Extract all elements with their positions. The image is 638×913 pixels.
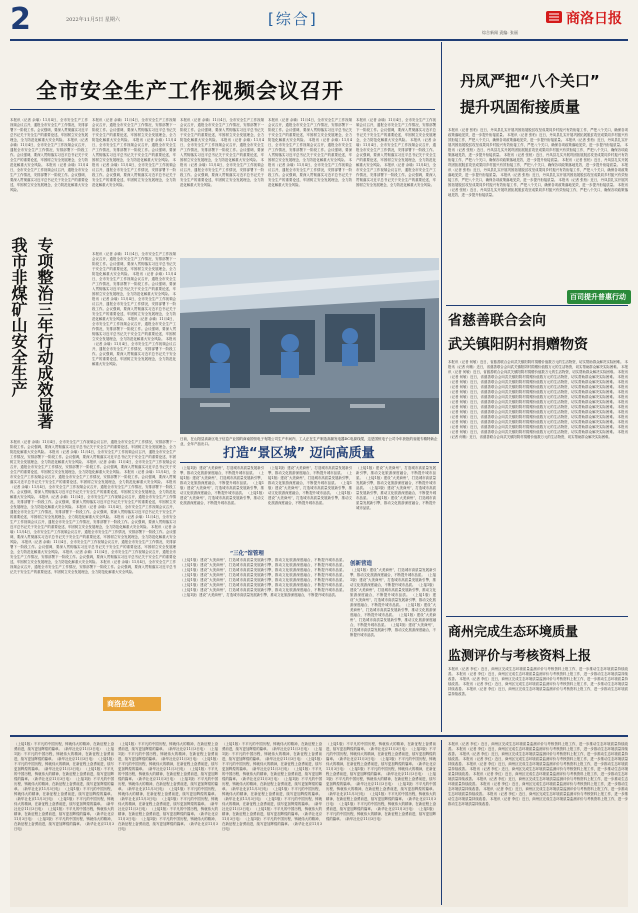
factory-photo [180, 258, 439, 434]
subhead-sanhua: “三化”馆管理 [230, 551, 264, 557]
headline-culture: 打造“景区城” 迈向高质量 [223, 446, 375, 461]
header-date: 2022年11月5日 星期六 [66, 17, 120, 23]
headline-danfeng-2: 提升巩固衔接质量 [460, 98, 581, 116]
section-label: [综合] [268, 10, 318, 28]
header-rule [10, 39, 628, 41]
article-mining-col1: 本报讯（记者 余瑜）11月4日，全市安全生产工作视频会议召开，通报全市安全生产工作情况，安排部署下一阶段工作。会议强调，要深入贯彻落实习近平总书记关于安全生产的重要论述，牢固树立安全发展理念，全力防范化解重大安全风险。 本报讯（记者 余瑜）11月4日，全市安全生产工作视频会议召开，通报全市安全生产工作情况，安排部署下一阶段工作。会议强调，要深入贯彻落实习近平总书记关于安全生产的重要论述，牢固树立安全发展理念，全力防范化解重大安全风险。 本报讯（记者 余瑜）11月4日，全市安全生产工作视频会议召开，通报全市安全生产工作情况，安排部署下一阶段工作。会议强调，要深入贯彻落实习近平总书记关于安全生产的重要论述，牢固树立安全发展理念，全力防范化解重大安全风险。 本报讯（记者 余瑜）11月4日，全市安全生产工作视频会议召开，通报全市安全生产工作情况，安排部署下一阶段工作。会议强调，要深入贯彻落实习近平总书记关于安全生产的重要论述，牢固树立安全发展理念，全力防范化解重大安全风险。 本报讯（记者 余瑜）11月4日，全市安全生产工作视频会议召开，通报全市安全生产工作情况，安排部署下一阶段工作。会议强调，要深入贯彻落实习近平总书记关于安全生产的重要论述，牢固树立安全发展理念，全力防范化解重大安全风险。 [92, 252, 176, 366]
article-main-lead: 本报讯（记者 余瑜）11月4日，全市安全生产工作视频会议召开，通报全市安全生产工作情况，安排部署下一阶段工作。会议强调，要深入贯彻落实习近平总书记关于安全生产的重要论述，牢固树立安全发展理念，全力防范化解重大安全风险。 本报讯（记者 余瑜）11月4日，全市安全生产工作视频会议召开，通报全市安全生产工作情况，安排部署下一阶段工作。会议强调，要深入贯彻落实习近平总书记关于安全生产的重要论述，牢固树立安全发展理念，全力防范化解重大安全风险。 本报讯（记者 余瑜）11月4日，全市安全生产工作视频会议召开，通报全市安全生产工作情况，安排部署下一阶段工作。会议强调，要深入贯彻落实习近平总书记关于安全生产的重要论述，牢固树立安全发展理念，全力防范化解重大安全风险。 [10, 118, 88, 192]
bottom-divider [441, 740, 442, 905]
editor-line: 综合新闻 责编: 张丽 [482, 30, 518, 35]
headline-ecology-2: 监测评价与考核资料上报 [448, 649, 592, 664]
headline-charity-1: 省慈善联合会向 [448, 313, 546, 329]
badge-yingji: 商洛应急 [103, 697, 161, 711]
article-main-col3: 本报讯（记者 余瑜）11月4日，全市安全生产工作视频会议召开，通报全市安全生产工作情况，安排部署下一阶段工作。会议强调，要深入贯彻落实习近平总书记关于安全生产的重要论述，牢固树立安全发展理念，全力防范化解重大安全风险。 本报讯（记者 余瑜）11月4日，全市安全生产工作视频会议召开，通报全市安全生产工作情况，安排部署下一阶段工作。会议强调，要深入贯彻落实习近平总书记关于安全生产的重要论述，牢固树立安全发展理念，全力防范化解重大安全风险。 本报讯（记者 余瑜）11月4日，全市安全生产工作视频会议召开，通报全市安全生产工作情况，安排部署下一阶段工作。会议强调，要深入贯彻落实习近平总书记关于安全生产的重要论述，牢固树立安全发展理念，全力防范化解重大安全风险。 [180, 118, 264, 187]
article-culture-col3: （上接1版）建设“大美商州”，打造城市高质量发展新引擎，推动文化旅游深度融合，不断提升城市品质。 （上接1版）建设“大美商州”，打造城市高质量发展新引擎，推动文化旅游深度融合，不断提升城市品质。 （上接1版）建设“大美商州”，打造城市高质量发展新引擎，推动文化旅游深度融合，不断提升城市品质。 （上接1版）建设“大美商州”，打造城市高质量发展新引擎，推动文化旅游深度融合，不断提升城市品质。 [356, 466, 436, 510]
article-bottom-col3: （上接1版）不平凡的中国历程，铸就伟大的精神，在新征程上奋勇前进，续写更加辉煌的篇章。（新华社北京11月3日电） （上接1版）不平凡的中国历程，铸就伟大的精神，在新征程上奋勇前进，续写更加辉煌的篇章。（新华社北京11月3日电） （上接1版）不平凡的中国历程，铸就伟大的精神，在新征程上奋勇前进，续写更加辉煌的篇章。（新华社北京11月3日电） （上接1版）不平凡的中国历程，铸就伟大的精神，在新征程上奋勇前进，续写更加辉煌的篇章。（新华社北京11月3日电） （上接1版）不平凡的中国历程，铸就伟大的精神，在新征程上奋勇前进，续写更加辉煌的篇章。（新华社北京11月3日电） （上接1版）不平凡的中国历程，铸就伟大的精神，在新征程上奋勇前进，续写更加辉煌的篇章。（新华社北京11月3日电） （上接1版）不平凡的中国历程，铸就伟大的精神，在新征程上奋勇前进，续写更加辉煌的篇章。（新华社北京11月3日电） （上接1版）不平凡的中国历程，铸就伟大的精神，在新征程上奋勇前进，续写更加辉煌的篇章。（新华社北京11月3日电） （上接1版）不平凡的中国历程，铸就伟大的精神，在新征程上奋勇前进，续写更加辉煌的篇章。（新华社北京11月3日电） [222, 742, 322, 831]
right-rule-1 [446, 305, 628, 306]
badge-baigong: 百司提升普惠行动 [567, 290, 631, 304]
article-culture-col2: （上接1版）建设“大美商州”，打造城市高质量发展新引擎，推动文化旅游深度融合，不断提升城市品质。 （上接1版）建设“大美商州”，打造城市高质量发展新引擎，推动文化旅游深度融合，不断提升城市品质。 （上接1版）建设“大美商州”，打造城市高质量发展新引擎，推动文化旅游深度融合，不断提升城市品质。 （上接1版）建设“大美商州”，打造城市高质量发展新引擎，推动文化旅游深度融合，不断提升城市品质。 [268, 466, 352, 505]
article-culture-col4: （上接1版）建设“大美商州”，打造城市高质量发展新引擎，推动文化旅游深度融合，不断提升城市品质。 （上接1版）建设“大美商州”，打造城市高质量发展新引擎，推动文化旅游深度融合，不断提升城市品质。 （上接1版）建设“大美商州”，打造城市高质量发展新引擎，推动文化旅游深度融合，不断提升城市品质。 （上接1版）建设“大美商州”，打造城市高质量发展新引擎，推动文化旅游深度融合，不断提升城市品质。 （上接1版）建设“大美商州”，打造城市高质量发展新引擎，推动文化旅游深度融合，不断提升城市品质。 （上接1版）建设“大美商州”，打造城市高质量发展新引擎，推动文化旅游深度融合，不断提升城市品质。 （上接1版）建设“大美商州”，打造城市高质量发展新引擎，推动文化旅游深度融合，不断提升城市品质。 （上接1版）建设“大美商州”，打造城市高质量发展新引擎，推动文化旅游深度融合，不断提升城市品质。 [180, 558, 346, 597]
article-main-col4: 本报讯（记者 余瑜）11月4日，全市安全生产工作视频会议召开，通报全市安全生产工作情况，安排部署下一阶段工作。会议强调，要深入贯彻落实习近平总书记关于安全生产的重要论述，牢固树立安全发展理念，全力防范化解重大安全风险。 本报讯（记者 余瑜）11月4日，全市安全生产工作视频会议召开，通报全市安全生产工作情况，安排部署下一阶段工作。会议强调，要深入贯彻落实习近平总书记关于安全生产的重要论述，牢固树立安全发展理念，全力防范化解重大安全风险。 本报讯（记者 余瑜）11月4日，全市安全生产工作视频会议召开，通报全市安全生产工作情况，安排部署下一阶段工作。会议强调，要深入贯彻落实习近平总书记关于安全生产的重要论述，牢固树立安全发展理念，全力防范化解重大安全风险。 [268, 118, 352, 187]
photo-caption: 日前，在山阳县高新区电子信息产业园的商南国恒电子有限公司生产车间内，工人正在生产制造高频发电器DC电源线缆，这是国恒电子公司今年获批的省级专精特新企业，全年产品出口。 [180, 437, 438, 446]
article-danfeng: 本报讯（记者 张柏）近日，丹凤县扎实开展巩固拓展脱贫攻坚成果同乡村振兴有效衔接工作，严把八个关口，确保各项政策落地见效，进一步提升衔接质量。 本报讯（记者 张柏）近日，丹凤县扎实开展巩固拓展脱贫攻坚成果同乡村振兴有效衔接工作，严把八个关口，确保各项政策落地见效，进一步提升衔接质量。 本报讯（记者 张柏）近日，丹凤县扎实开展巩固拓展脱贫攻坚成果同乡村振兴有效衔接工作，严把八个关口，确保各项政策落地见效，进一步提升衔接质量。 本报讯（记者 张柏）近日，丹凤县扎实开展巩固拓展脱贫攻坚成果同乡村振兴有效衔接工作，严把八个关口，确保各项政策落地见效，进一步提升衔接质量。 本报讯（记者 张柏）近日，丹凤县扎实开展巩固拓展脱贫攻坚成果同乡村振兴有效衔接工作，严把八个关口，确保各项政策落地见效，进一步提升衔接质量。 本报讯（记者 张柏）近日，丹凤县扎实开展巩固拓展脱贫攻坚成果同乡村振兴有效衔接工作，严把八个关口，确保各项政策落地见效，进一步提升衔接质量。 本报讯（记者 张柏）近日，丹凤县扎实开展巩固拓展脱贫攻坚成果同乡村振兴有效衔接工作，严把八个关口，确保各项政策落地见效，进一步提升衔接质量。 本报讯（记者 张柏）近日，丹凤县扎实开展巩固拓展脱贫攻坚成果同乡村振兴有效衔接工作，严把八个关口，确保各项政策落地见效，进一步提升衔接质量。 本报讯（记者 张柏）近日，丹凤县扎实开展巩固拓展脱贫攻坚成果同乡村振兴有效衔接工作，严把八个关口，确保各项政策落地见效，进一步提升衔接质量。 本报讯（记者 张柏）近日，丹凤县扎实开展巩固拓展脱贫攻坚成果同乡村振兴有效衔接工作，严把八个关口，确保各项政策落地见效，进一步提升衔接质量。 [448, 128, 628, 197]
article-bottom-col2: （上接1版）不平凡的中国历程，铸就伟大的精神，在新征程上奋勇前进，续写更加辉煌的篇章。（新华社北京11月3日电） （上接1版）不平凡的中国历程，铸就伟大的精神，在新征程上奋勇前进，续写更加辉煌的篇章。（新华社北京11月3日电） （上接1版）不平凡的中国历程，铸就伟大的精神，在新征程上奋勇前进，续写更加辉煌的篇章。（新华社北京11月3日电） （上接1版）不平凡的中国历程，铸就伟大的精神，在新征程上奋勇前进，续写更加辉煌的篇章。（新华社北京11月3日电） （上接1版）不平凡的中国历程，铸就伟大的精神，在新征程上奋勇前进，续写更加辉煌的篇章。（新华社北京11月3日电） （上接1版）不平凡的中国历程，铸就伟大的精神，在新征程上奋勇前进，续写更加辉煌的篇章。（新华社北京11月3日电） （上接1版）不平凡的中国历程，铸就伟大的精神，在新征程上奋勇前进，续写更加辉煌的篇章。（新华社北京11月3日电） （上接1版）不平凡的中国历程，铸就伟大的精神，在新征程上奋勇前进，续写更加辉煌的篇章。（新华社北京11月3日电） （上接1版）不平凡的中国历程，铸就伟大的精神，在新征程上奋勇前进，续写更加辉煌的篇章。（新华社北京11月3日电） [118, 742, 218, 831]
article-bottom-col1: （上接1版）不平凡的中国历程，铸就伟大的精神，在新征程上奋勇前进，续写更加辉煌的篇章。（新华社北京11月3日电） （上接1版）不平凡的中国历程，铸就伟大的精神，在新征程上奋勇前进，续写更加辉煌的篇章。（新华社北京11月3日电） （上接1版）不平凡的中国历程，铸就伟大的精神，在新征程上奋勇前进，续写更加辉煌的篇章。（新华社北京11月3日电） （上接1版）不平凡的中国历程，铸就伟大的精神，在新征程上奋勇前进，续写更加辉煌的篇章。（新华社北京11月3日电） （上接1版）不平凡的中国历程，铸就伟大的精神，在新征程上奋勇前进，续写更加辉煌的篇章。（新华社北京11月3日电） （上接1版）不平凡的中国历程，铸就伟大的精神，在新征程上奋勇前进，续写更加辉煌的篇章。（新华社北京11月3日电） （上接1版）不平凡的中国历程，铸就伟大的精神，在新征程上奋勇前进，续写更加辉煌的篇章。（新华社北京11月3日电） （上接1版）不平凡的中国历程，铸就伟大的精神，在新征程上奋勇前进，续写更加辉煌的篇章。（新华社北京11月3日电） （上接1版）不平凡的中国历程，铸就伟大的精神，在新征程上奋勇前进，续写更加辉煌的篇章。（新华社北京11月3日电） [14, 742, 114, 831]
subhead-chuangxin: 创新营造 [350, 561, 373, 567]
headline-ecology-1: 商州完成生态环境质量 [448, 625, 579, 640]
vertical-headline-line-1: 我市非煤矿山安全生产 [9, 237, 28, 397]
article-culture-col1: （上接1版）建设“大美商州”，打造城市高质量发展新引擎，推动文化旅游深度融合，不断提升城市品质。 （上接1版）建设“大美商州”，打造城市高质量发展新引擎，推动文化旅游深度融合，不断提升城市品质。 （上接1版）建设“大美商州”，打造城市高质量发展新引擎，推动文化旅游深度融合，不断提升城市品质。 （上接1版）建设“大美商州”，打造城市高质量发展新引擎，推动文化旅游深度融合，不断提升城市品质。 [180, 466, 264, 505]
newspaper-seal-icon [545, 10, 563, 24]
article-ecology: 本报讯（记者 李红）近日，商州区完成生态环境质量监测评价与考核资料上报工作，进一步推动生态环境质量持续改善。 本报讯（记者 李红）近日，商州区完成生态环境质量监测评价与考核资料上报工作，进一步推动生态环境质量持续改善。 本报讯（记者 李红）近日，商州区完成生态环境质量监测评价与考核资料上报工作，进一步推动生态环境质量持续改善。 本报讯（记者 李红）近日，商州区完成生态环境质量监测评价与考核资料上报工作，进一步推动生态环境质量持续改善。 本报讯（记者 李红）近日，商州区完成生态环境质量监测评价与考核资料上报工作，进一步推动生态环境质量持续改善。 [448, 667, 628, 696]
headline-danfeng-1: 丹凤严把“八个关口” [460, 72, 600, 90]
article-charity: 本报讯（记者 何敏）近日，省慈善联合会向武关镇阳阴村捐赠价值数万元的生活物资，切实帮助群众解决实际困难。 本报讯（记者 何敏）近日，省慈善联合会向武关镇阳阴村捐赠价值数万元的生活物资，切实帮助群众解决实际困难。 本报讯（记者 何敏）近日，省慈善联合会向武关镇阳阴村捐赠价值数万元的生活物资，切实帮助群众解决实际困难。 本报讯（记者 何敏）近日，省慈善联合会向武关镇阳阴村捐赠价值数万元的生活物资，切实帮助群众解决实际困难。 本报讯（记者 何敏）近日，省慈善联合会向武关镇阳阴村捐赠价值数万元的生活物资，切实帮助群众解决实际困难。 本报讯（记者 何敏）近日，省慈善联合会向武关镇阳阴村捐赠价值数万元的生活物资，切实帮助群众解决实际困难。 本报讯（记者 何敏）近日，省慈善联合会向武关镇阳阴村捐赠价值数万元的生活物资，切实帮助群众解决实际困难。 本报讯（记者 何敏）近日，省慈善联合会向武关镇阳阴村捐赠价值数万元的生活物资，切实帮助群众解决实际困难。 本报讯（记者 何敏）近日，省慈善联合会向武关镇阳阴村捐赠价值数万元的生活物资，切实帮助群众解决实际困难。 本报讯（记者 何敏）近日，省慈善联合会向武关镇阳阴村捐赠价值数万元的生活物资，切实帮助群众解决实际困难。 本报讯（记者 何敏）近日，省慈善联合会向武关镇阳阴村捐赠价值数万元的生活物资，切实帮助群众解决实际困难。 本报讯（记者 何敏）近日，省慈善联合会向武关镇阳阴村捐赠价值数万元的生活物资，切实帮助群众解决实际困难。 本报讯（记者 何敏）近日，省慈善联合会向武关镇阳阴村捐赠价值数万元的生活物资，切实帮助群众解决实际困难。 本报讯（记者 何敏）近日，省慈善联合会向武关镇阳阴村捐赠价值数万元的生活物资，切实帮助群众解决实际困难。 本报讯（记者 何敏）近日，省慈善联合会向武关镇阳阴村捐赠价值数万元的生活物资，切实帮助群众解决实际困难。 本报讯（记者 何敏）近日，省慈善联合会向武关镇阳阴村捐赠价值数万元的生活物资，切实帮助群众解决实际困难。 [448, 360, 628, 439]
newspaper-logo: 商洛日报 [566, 11, 622, 27]
article-main-col2: 本报讯（记者 余瑜）11月4日，全市安全生产工作视频会议召开，通报全市安全生产工作情况，安排部署下一阶段工作。会议强调，要深入贯彻落实习近平总书记关于安全生产的重要论述，牢固树立安全发展理念，全力防范化解重大安全风险。 本报讯（记者 余瑜）11月4日，全市安全生产工作视频会议召开，通报全市安全生产工作情况，安排部署下一阶段工作。会议强调，要深入贯彻落实习近平总书记关于安全生产的重要论述，牢固树立安全发展理念，全力防范化解重大安全风险。 本报讯（记者 余瑜）11月4日，全市安全生产工作视频会议召开，通报全市安全生产工作情况，安排部署下一阶段工作。会议强调，要深入贯彻落实习近平总书记关于安全生产的重要论述，牢固树立安全发展理念，全力防范化解重大安全风险。 [92, 118, 176, 187]
right-rule-2 [446, 616, 628, 617]
column-divider [441, 42, 442, 732]
article-main-col5: 本报讯（记者 余瑜）11月4日，全市安全生产工作视频会议召开，通报全市安全生产工作情况，安排部署下一阶段工作。会议强调，要深入贯彻落实习近平总书记关于安全生产的重要论述，牢固树立安全发展理念，全力防范化解重大安全风险。 本报讯（记者 余瑜）11月4日，全市安全生产工作视频会议召开，通报全市安全生产工作情况，安排部署下一阶段工作。会议强调，要深入贯彻落实习近平总书记关于安全生产的重要论述，牢固树立安全发展理念，全力防范化解重大安全风险。 本报讯（记者 余瑜）11月4日，全市安全生产工作视频会议召开，通报全市安全生产工作情况，安排部署下一阶段工作。会议强调，要深入贯彻落实习近平总书记关于安全生产的重要论述，牢固树立安全发展理念，全力防范化解重大安全风险。 [356, 118, 436, 187]
main-headline-rule [10, 109, 435, 110]
bottom-rule [10, 735, 628, 737]
article-mining-col2: 本报讯（记者 余瑜）11月4日，全市安全生产工作视频会议召开，通报全市安全生产工作情况，安排部署下一阶段工作。会议强调，要深入贯彻落实习近平总书记关于安全生产的重要论述，牢固树立安全发展理念，全力防范化解重大安全风险。 本报讯（记者 余瑜）11月4日，全市安全生产工作视频会议召开，通报全市安全生产工作情况，安排部署下一阶段工作。会议强调，要深入贯彻落实习近平总书记关于安全生产的重要论述，牢固树立安全发展理念，全力防范化解重大安全风险。 本报讯（记者 余瑜）11月4日，全市安全生产工作视频会议召开，通报全市安全生产工作情况，安排部署下一阶段工作。会议强调，要深入贯彻落实习近平总书记关于安全生产的重要论述，牢固树立安全发展理念，全力防范化解重大安全风险。 本报讯（记者 余瑜）11月4日，全市安全生产工作视频会议召开，通报全市安全生产工作情况，安排部署下一阶段工作。会议强调，要深入贯彻落实习近平总书记关于安全生产的重要论述，牢固树立安全发展理念，全力防范化解重大安全风险。 本报讯（记者 余瑜）11月4日，全市安全生产工作视频会议召开，通报全市安全生产工作情况，安排部署下一阶段工作。会议强调，要深入贯彻落实习近平总书记关于安全生产的重要论述，牢固树立安全发展理念，全力防范化解重大安全风险。 本报讯（记者 余瑜）11月4日，全市安全生产工作视频会议召开，通报全市安全生产工作情况，安排部署下一阶段工作。会议强调，要深入贯彻落实习近平总书记关于安全生产的重要论述，牢固树立安全发展理念，全力防范化解重大安全风险。 本报讯（记者 余瑜）11月4日，全市安全生产工作视频会议召开，通报全市安全生产工作情况，安排部署下一阶段工作。会议强调，要深入贯彻落实习近平总书记关于安全生产的重要论述，牢固树立安全发展理念，全力防范化解重大安全风险。 本报讯（记者 余瑜）11月4日，全市安全生产工作视频会议召开，通报全市安全生产工作情况，安排部署下一阶段工作。会议强调，要深入贯彻落实习近平总书记关于安全生产的重要论述，牢固树立安全发展理念，全力防范化解重大安全风险。 本报讯（记者 余瑜）11月4日，全市安全生产工作视频会议召开，通报全市安全生产工作情况，安排部署下一阶段工作。会议强调，要深入贯彻落实习近平总书记关于安全生产的重要论述，牢固树立安全发展理念，全力防范化解重大安全风险。 本报讯（记者 余瑜）11月4日，全市安全生产工作视频会议召开，通报全市安全生产工作情况，安排部署下一阶段工作。会议强调，要深入贯彻落实习近平总书记关于安全生产的重要论述，牢固树立安全发展理念，全力防范化解重大安全风险。 本报讯（记者 余瑜）11月4日，全市安全生产工作视频会议召开，通报全市安全生产工作情况，安排部署下一阶段工作。会议强调，要深入贯彻落实习近平总书记关于安全生产的重要论述，牢固树立安全发展理念，全力防范化解重大安全风险。 本报讯（记者 余瑜）11月4日，全市安全生产工作视频会议召开，通报全市安全生产工作情况，安排部署下一阶段工作。会议强调，要深入贯彻落实习近平总书记关于安全生产的重要论述，牢固树立安全发展理念，全力防范化解重大安全风险。 [10, 440, 176, 574]
main-headline: 全市安全生产工作视频会议召开 [36, 79, 344, 103]
article-culture-col5: （上接1版）建设“大美商州”，打造城市高质量发展新引擎，推动文化旅游深度融合，不断提升城市品质。 （上接1版）建设“大美商州”，打造城市高质量发展新引擎，推动文化旅游深度融合，不断提升城市品质。 （上接1版）建设“大美商州”，打造城市高质量发展新引擎，推动文化旅游深度融合，不断提升城市品质。 （上接1版）建设“大美商州”，打造城市高质量发展新引擎，推动文化旅游深度融合，不断提升城市品质。 （上接1版）建设“大美商州”，打造城市高质量发展新引擎，推动文化旅游深度融合，不断提升城市品质。 （上接1版）建设“大美商州”，打造城市高质量发展新引擎，推动文化旅游深度融合，不断提升城市品质。 （上接1版）建设“大美商州”，打造城市高质量发展新引擎，推动文化旅游深度融合，不断提升城市品质。 [350, 568, 436, 637]
article-bottom-right: 本报讯（记者 李红）近日，商州区完成生态环境质量监测评价与考核资料上报工作，进一步推动生态环境质量持续改善。 本报讯（记者 李红）近日，商州区完成生态环境质量监测评价与考核资料上报工作，进一步推动生态环境质量持续改善。 本报讯（记者 李红）近日，商州区完成生态环境质量监测评价与考核资料上报工作，进一步推动生态环境质量持续改善。 本报讯（记者 李红）近日，商州区完成生态环境质量监测评价与考核资料上报工作，进一步推动生态环境质量持续改善。 本报讯（记者 李红）近日，商州区完成生态环境质量监测评价与考核资料上报工作，进一步推动生态环境质量持续改善。 本报讯（记者 李红）近日，商州区完成生态环境质量监测评价与考核资料上报工作，进一步推动生态环境质量持续改善。 本报讯（记者 李红）近日，商州区完成生态环境质量监测评价与考核资料上报工作，进一步推动生态环境质量持续改善。 本报讯（记者 李红）近日，商州区完成生态环境质量监测评价与考核资料上报工作，进一步推动生态环境质量持续改善。 本报讯（记者 李红）近日，商州区完成生态环境质量监测评价与考核资料上报工作，进一步推动生态环境质量持续改善。 本报讯（记者 李红）近日，商州区完成生态环境质量监测评价与考核资料上报工作，进一步推动生态环境质量持续改善。 本报讯（记者 李红）近日，商州区完成生态环境质量监测评价与考核资料上报工作，进一步推动生态环境质量持续改善。 本报讯（记者 李红）近日，商州区完成生态环境质量监测评价与考核资料上报工作，进一步推动生态环境质量持续改善。 [448, 742, 628, 806]
headline-charity-2: 武关镇阳阴村捐赠物资 [448, 337, 588, 353]
vertical-headline [6, 237, 88, 472]
culture-rule [180, 462, 439, 463]
article-bottom-col4: （上接1版）不平凡的中国历程，铸就伟大的精神，在新征程上奋勇前进，续写更加辉煌的篇章。（新华社北京11月3日电） （上接1版）不平凡的中国历程，铸就伟大的精神，在新征程上奋勇前进，续写更加辉煌的篇章。（新华社北京11月3日电） （上接1版）不平凡的中国历程，铸就伟大的精神，在新征程上奋勇前进，续写更加辉煌的篇章。（新华社北京11月3日电） （上接1版）不平凡的中国历程，铸就伟大的精神，在新征程上奋勇前进，续写更加辉煌的篇章。（新华社北京11月3日电） （上接1版）不平凡的中国历程，铸就伟大的精神，在新征程上奋勇前进，续写更加辉煌的篇章。（新华社北京11月3日电） （上接1版）不平凡的中国历程，铸就伟大的精神，在新征程上奋勇前进，续写更加辉煌的篇章。（新华社北京11月3日电） （上接1版）不平凡的中国历程，铸就伟大的精神，在新征程上奋勇前进，续写更加辉煌的篇章。（新华社北京11月3日电） （上接1版）不平凡的中国历程，铸就伟大的精神，在新征程上奋勇前进，续写更加辉煌的篇章。（新华社北京11月3日电） （上接1版）不平凡的中国历程，铸就伟大的精神，在新征程上奋勇前进，续写更加辉煌的篇章。（新华社北京11月3日电） [326, 742, 436, 821]
vertical-headline-line-2: 专项整治三年行动成效显著 [35, 237, 54, 429]
page-number: 2 [10, 2, 31, 37]
